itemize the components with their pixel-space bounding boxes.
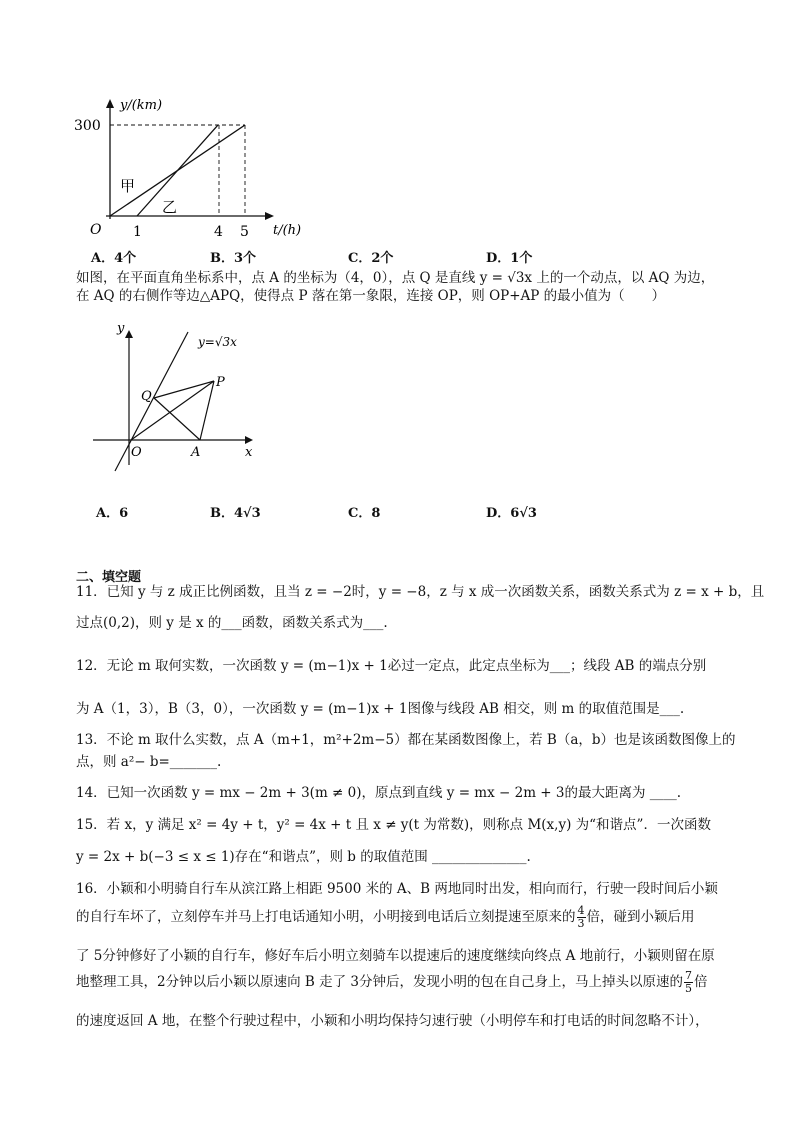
y-axis-label: y <box>117 321 125 336</box>
x-axis-label: t/(h) <box>273 223 302 238</box>
line-label: y=√3x <box>198 335 237 349</box>
q12-line-2: 为 A（1，3），B（3，0），一次函数 y = (m−1)x + 1图像与线段 AB 相交，则 m 的取值范围是___. <box>76 701 685 717</box>
x-tick-1: 1 <box>133 224 142 240</box>
x-axis-arrow <box>265 212 274 220</box>
point-A: A <box>191 445 201 460</box>
q16-line-4-text-a: 地整理工具，2分钟以后小颖以原速向 B 走了 3分钟后，发现小明的包在自己身上，马上掉头以原速的 <box>76 974 683 990</box>
y-axis-arrow <box>125 330 133 338</box>
segment-QP <box>154 381 214 398</box>
q10-option-b[interactable]: B．4√3 <box>210 506 261 521</box>
fraction-numerator: 4 <box>577 904 585 918</box>
q12-line-1: 12．无论 m 取何实数，一次函数 y = (m−1)x + 1必过一定点，此定点坐标为___；线段 AB 的端点分别 <box>76 658 707 674</box>
q16-line-3: 了 5分钟修好了小颖的自行车，修好车后小明立刻骑车以提速后的速度继续向终点 A 地前行，小颖则留在原 <box>76 948 715 964</box>
y-axis-label: y/(km) <box>120 98 163 113</box>
fraction-denominator: 3 <box>577 917 585 930</box>
section-title-fill-in: 二、填空题 <box>76 570 142 585</box>
q13-line-2: 点，则 a²− b=_______. <box>76 754 222 770</box>
point-P: P <box>216 375 225 390</box>
q9-option-a[interactable]: A．4个 <box>91 251 137 266</box>
q13-line-1: 13．不论 m 取什么实数，点 A（m+1，m²+2m−5）都在某函数图像上，若 B（a，b）也是该函数图像上的 <box>76 732 736 748</box>
label-jia: 甲 <box>120 177 136 195</box>
line-yi <box>137 125 218 216</box>
q16-line-2-text-a: 的自行车坏了，立刻停车并马上打电话通知小明，小明接到电话后立刻提速至原来的 <box>76 909 576 925</box>
q15-line-1: 15．若 x，y 满足 x² = 4y + t，y² = 4x + t 且 x ≠ y(t 为常数)，则称点 M(x,y) 为“和谐点”．一次函数 <box>76 817 711 833</box>
q10-option-c[interactable]: C．8 <box>348 506 381 521</box>
q16-line-1: 16．小颖和小明骑自行车从滨江路上相距 9500 米的 A、B 两地同时出发，相向而行，行驶一段时间后小颖 <box>76 881 718 897</box>
q10-option-d[interactable]: D．6√3 <box>486 506 537 521</box>
figure-2-geometry <box>90 318 260 478</box>
fraction-numerator: 7 <box>684 969 692 983</box>
q10-line-2: 在 AQ 的右侧作等边△APQ，使得点 P 落在第一象限，连接 OP，则 OP+AP 的最小值为（ ） <box>76 288 666 304</box>
q16-line-2-text-b: 倍，碰到小颖后用 <box>586 909 695 925</box>
q11-line-2: 过点(0,2)，则 y 是 x 的___函数，函数关系式为___. <box>76 615 388 631</box>
fraction-4-3 <box>577 905 586 929</box>
x-tick-5: 5 <box>240 224 249 240</box>
q16-line-4 <box>76 968 707 996</box>
x-axis-label: x <box>245 445 253 460</box>
q9-option-d[interactable]: D．1个 <box>486 251 533 266</box>
x-tick-4: 4 <box>214 224 223 240</box>
q16-line-5: 的速度返回 A 地，在整个行驶过程中，小颖和小明均保持匀速行驶（小明停车和打电话的时间忽略不计）， <box>76 1013 709 1029</box>
q9-option-b[interactable]: B．3个 <box>210 251 257 266</box>
q9-option-c[interactable]: C．2个 <box>348 251 394 266</box>
y-tick-300: 300 <box>74 118 101 134</box>
origin-label: O <box>90 222 102 238</box>
fraction-7-5 <box>684 970 693 994</box>
y-axis-arrow <box>106 99 114 108</box>
q10-line-1: 如图，在平面直角坐标系中，点 A 的坐标为（4，0），点 Q 是直线 y = √3x 上的一个动点，以 AQ 为边， <box>76 270 715 286</box>
x-axis-arrow <box>245 436 253 444</box>
q11-line-1: 11．已知 y 与 z 成正比例函数，且当 z = −2时，y = −8，z 与 x 成一次函数关系，函数关系式为 z = x + b，且 <box>76 584 765 600</box>
q10-option-a[interactable]: A．6 <box>96 506 129 521</box>
q14-line-1: 14．已知一次函数 y = mx − 2m + 3(m ≠ 0)，原点到直线 y = mx − 2m + 3的最大距离为 ____. <box>76 785 682 801</box>
label-yi: 乙 <box>162 198 178 216</box>
q15-line-2: y = 2x + b(−3 ≤ x ≤ 1)存在“和谐点”，则 b 的取值范围 ______________. <box>76 849 531 865</box>
fraction-denominator: 5 <box>684 982 692 995</box>
figure-1-distance-time-graph <box>70 95 310 245</box>
point-Q: Q <box>141 389 152 404</box>
point-O: O <box>131 445 142 460</box>
q16-line-2 <box>76 903 695 931</box>
q16-line-4-text-b: 倍 <box>693 974 708 990</box>
